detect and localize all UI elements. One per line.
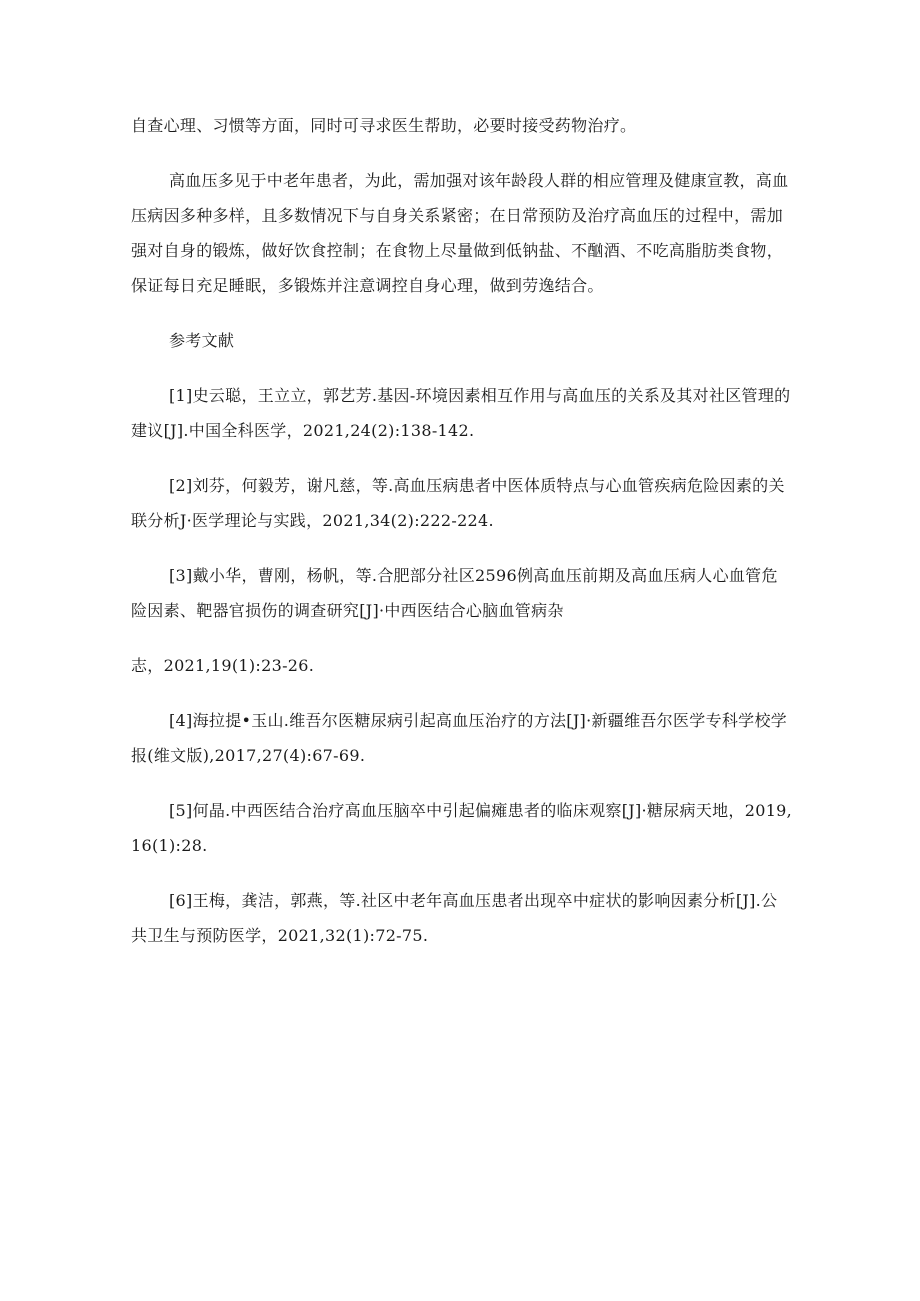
- reference-item-1: [1]史云聪，王立立，郭艺芳.基因-环境因素相互作用与高血压的关系及其对社区管理的建议[J].中国全科医学，2021,24(2):138-142.: [131, 386, 791, 440]
- reference-item-6: [6]王梅，龚洁，郭燕，等.社区中老年高血压患者出现卒中症状的影响因素分析[J].公共卫生与预防医学，2021,32(1):72-75.: [131, 891, 778, 945]
- paragraph-continuation: 自查心理、习惯等方面，同时可寻求医生帮助，必要时接受药物治疗。: [131, 116, 637, 135]
- reference-item-3-continuation: 志，2021,19(1):23-26.: [131, 656, 315, 675]
- reference-item-4: [4]海拉提•玉山.维吾尔医糖尿病引起高血压治疗的方法[J]·新疆维吾尔医学专科学校学报(维文版),2017,27(4):67-69.: [131, 711, 788, 765]
- reference-item-5: [5]何晶.中西医结合治疗高血压脑卒中引起偏瘫患者的临床观察[J]·糖尿病天地，2019,16(1):28.: [131, 801, 793, 855]
- paragraph-summary: 高血压多见于中老年患者，为此，需加强对该年龄段人群的相应管理及健康宣教，高血压病因多种多样，且多数情况下与自身关系紧密；在日常预防及治疗高血压的过程中，需加强对自身的锻炼，做好饮食控制；在食物上尽量做到低钠盐、不酗酒、不吃高脂肪类食物，保证每日充足睡眠，多锻炼并注意调控自身心理，做到劳逸结合。: [131, 171, 789, 295]
- reference-item-2: [2]刘芬，何毅芳，谢凡慈，等.高血压病患者中医体质特点与心血管疾病危险因素的关联分析J·医学理论与实践，2021,34(2):222-224.: [131, 476, 785, 530]
- reference-item-3: [3]戴小华，曹刚，杨帆，等.合肥部分社区2596例高血压前期及高血压病人心血管危险因素、靶器官损伤的调查研究[J]·中西医结合心脑血管病杂: [131, 566, 778, 620]
- document-body: [131, 108, 793, 973]
- references-heading: 参考文献: [169, 331, 235, 350]
